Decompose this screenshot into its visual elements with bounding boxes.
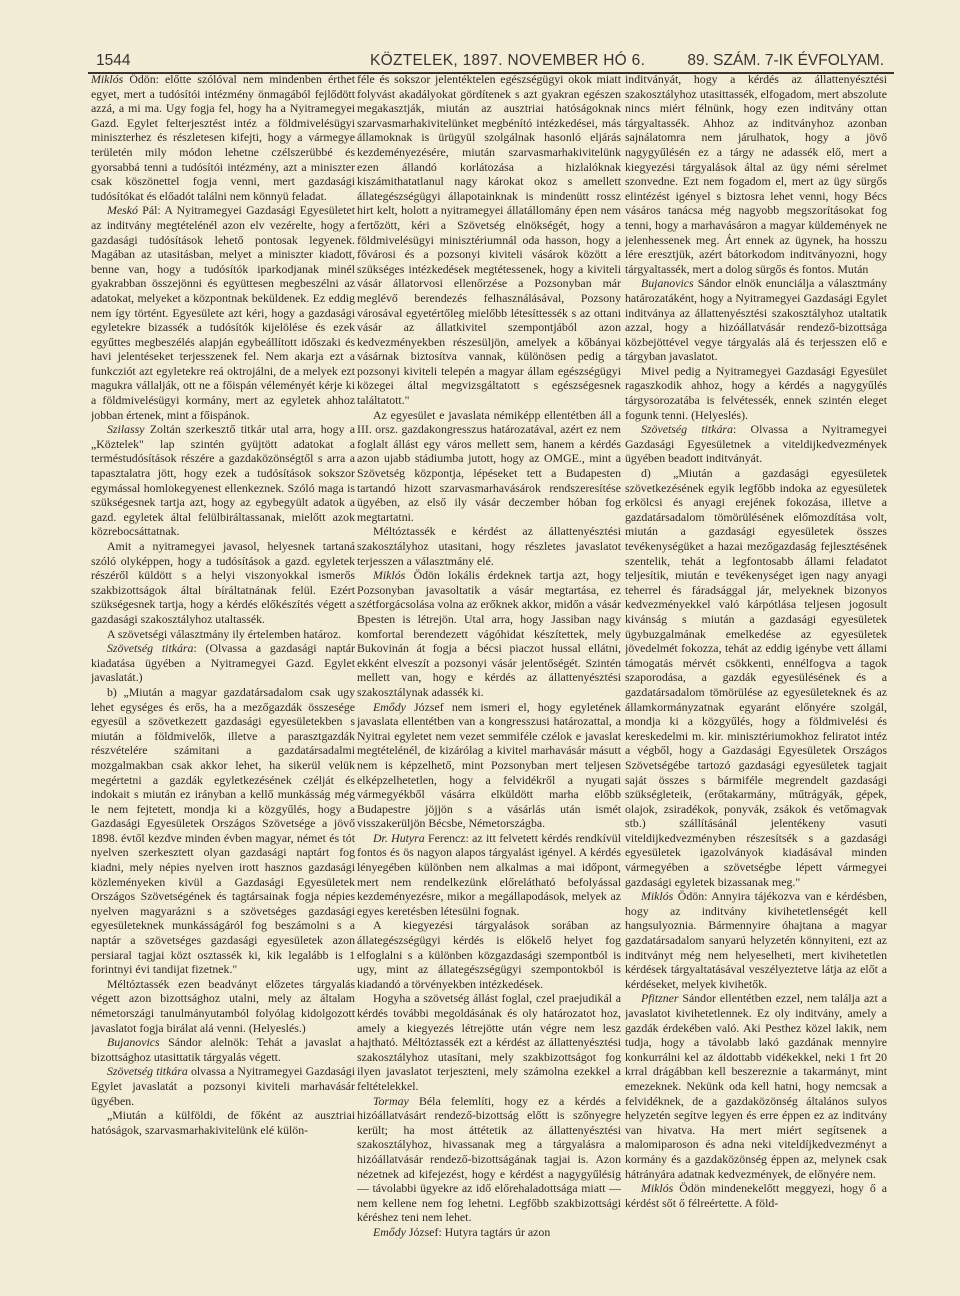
paragraph bbox=[625, 276, 887, 364]
paragraph bbox=[91, 641, 355, 685]
paragraph bbox=[625, 72, 887, 276]
paragraph-text: József: Hutyra tagtárs úr azon bbox=[405, 1224, 551, 1239]
speaker-name: Bujanovics bbox=[107, 1035, 160, 1050]
paragraph-text: Ödön mindenekelőtt meggyezi, hogy ő a kérdést sőt ő félreértette. A föld- bbox=[625, 1181, 887, 1210]
paragraph-text: : Olvassa a Nyitramegyei Gazdasági Egyesületnek a viteldijkedvezmények ügyében beadott inditványát. bbox=[625, 422, 887, 466]
paragraph bbox=[91, 539, 355, 627]
speaker-name: Emődy bbox=[373, 699, 406, 714]
paragraph bbox=[357, 831, 621, 919]
speaker-name: Emődy bbox=[373, 1224, 406, 1239]
speaker-name: Dr. Hutyra bbox=[373, 830, 425, 845]
speaker-name: Bujanovics bbox=[641, 276, 694, 291]
speaker-name: Miklós bbox=[91, 72, 124, 86]
paragraph bbox=[357, 72, 621, 408]
paragraph bbox=[91, 1108, 355, 1137]
paragraph bbox=[357, 524, 621, 568]
paragraph bbox=[357, 1225, 621, 1240]
speaker-name: Miklós bbox=[641, 1181, 674, 1196]
paragraph-text: Amit a nyitramegyei javasol, helyesnek tartaná szóló olyképpen, hogy a tudósítások a gazd. egyletek részéről küldött s a helyi viszonyokkal ismerős szakbizottságok által bíráltatnának felül. Ezért szükségesnek tartja, hogy a kérdés előkészítés végett a gazdasági szakosztályhoz utaltassék. bbox=[91, 539, 355, 626]
paragraph bbox=[625, 466, 887, 889]
paragraph-text: Zoltán szerkesztő titkár utal arra, hogy a „Köztelek" lap szintén gyüjtött adatokat a terméstudósítások részére a gazdaközönségtől s arra a tapasztalatra jött, hogy ezek a tudósítások sokszor egymással homlokegyenest ellenkeznek. Szóló maga is szükségesnek tartja azt, hogy az egybegyült adatok a gazd. egyletek által felülbiráltassanak, mielőtt azok közrebocsáttatnak. bbox=[91, 422, 355, 539]
paragraph-text: „Miután a külföldi, de főként az ausztriai hatóságok, szarvasmarhakivitelünk elé külön- bbox=[91, 1108, 355, 1137]
page-number: 1544 bbox=[96, 52, 131, 69]
speaker-name: Tormay bbox=[373, 1093, 409, 1108]
speaker-name: Miklós bbox=[373, 568, 406, 583]
paragraph bbox=[357, 918, 621, 991]
paragraph-text: A szövetségi választmány ily értelemben határoz. bbox=[107, 626, 342, 641]
paragraph bbox=[625, 422, 887, 466]
paragraph-text: Méltóztassék e kérdést az állattenyésztési szakosztályhoz utasitani, hogy részletes javaslatot terjesszen a választmány elé. bbox=[357, 524, 621, 568]
issue-number: 89. SZÁM. 7-IK ÉVFOLYAM. bbox=[687, 52, 884, 69]
paragraph bbox=[357, 408, 621, 525]
speaker-name: Meskó bbox=[107, 203, 138, 218]
paragraph-text: Hogyha a szövetség állást foglal, czel praejudikál a kérdés további megoldásának és oly határozatot hoz, amely a kiegyezés létrejötte után végre nem lesz hajtható. Méltóztassék ezt a kérdést az állattenyésztési szakosztályhoz utasítani, mely szakbizottságot fog ilyen javaslatot terjeszteni, mely számolna ezekkel a feltételekkel. bbox=[357, 991, 621, 1093]
paragraph-text: Sándor elnök enunciálja a választmány határozatáként, hogy a Nyitramegyei Gazdasági Egylet inditványa az állattenyésztési szakosztályhoz utaltatik azzal, hogy a hizóállatvásár rendező-bizottsága közbejöttével vegye tárgyalás alá és terjesszen elő e tárgyban javaslatot. bbox=[625, 276, 887, 364]
text-column-1 bbox=[91, 72, 355, 1252]
paragraph-text: Mivel pedig a Nyitramegyei Gazdasági Egyesület ragaszkodik ahhoz, hogy a kérdés a nagygyűlés tárgysorozatába is felvétessék, ennek szintén eleget fogunk tenni. (Helyeslés). bbox=[625, 363, 887, 422]
paragraph bbox=[625, 991, 887, 1181]
paragraph-text: féle és sokszor jelentéktelen egészségügyi okok miatt folyvást akadályokat gördítenek s azt gyakran egészen megakasztják, miután az ausztriai hatóságoknak szarvasmarhakivitelünket megbénító intézkedései, más államoknak is ürügyül szolgálnak hasonló eljárás kezdeményezésére, miután szarvasmarhakivitelünk ezen állandó korlátozása a hizlalóknak kiszámithatatlanul nagy károkat okoz s amellett állategészségügyi állapotainknak is mindenütt rossz hirt kelt, holott a nyitramegyei állatállomány épen nem fertőzött, kéri a Szövetség elnökségét, hogy a földmivelésügyi minisztériumnál oda hasson, hogy a fővárosi és a pozsonyi kiviteli vásárok között a szükséges intézkedések megtétessenek, hogy a kiviteli vásár állatorvosi ellenőrzése a Pozsonyban már meglévő berendezés felhasználásával, Pozsony városával egyetértőleg mielőbb létesíttessék s az ottani vásár az állatkivitel szempontjából azon kedvezményekben részesüljön, amelyek a kőbányai vásárnak biztosítva vannak, különösen pedig a pozsonyi kiviteli telepén a magyar állam egészségügyi közegei által megvizsgáltatott s egészségesnek találtatott." bbox=[357, 72, 621, 408]
paragraph-text: b) „Miután a magyar gazdatársadalom csak ugy lehet egységes és erős, ha a mezőgazdák összesége egyesül a szövetkezett gazdasági egyesületekben s miután a földmivelők, illetve a parasztgazdák részvételére számitani a gazdatársadalmi mozgalmakban csak akkor lehet, ha sikerül velük megértetni a gazdák egyletkezésének czélját és indokait s miután ez irányban a kellő munkásság még le nem fejtetett, mondja ki a közgyűlés, hogy a Gazdasági Egyesületek Országos Szövetsége a jövő 1898. évtől kezdve minden évben magyar, német és tót nyelven szerkesztett olyan gazdasági naptárt fog kiadni, mely népies nyelven irott hasznos gazdasági közleményeken kivül a Gazdasági Egyesületek Országos Szövetségének és tagtársainak fogja népies nyelven magyarázni s a szövetséges gazdasági egyesületeknek munkásságáról fog beszámolni s a naptár a szövetséges gazdasági egyesületek azon persiaral tagjai közt osztassék ki, kik legalább is 1 forintnyi évi tandijat fizetnek." bbox=[91, 684, 355, 977]
publication-title: KÖZTELEK, 1897. NOVEMBER HÓ 6. bbox=[370, 52, 646, 69]
paragraph-text: Sándor ellentétben ezzel, nem találja azt a javaslatot kivihetetlennek. Ez oly inditvány, amely a gazdák érdekében való. Aki Pesthez közel lakik, nem tudja, hogy a távolabb lakó gazdának mennyire konkurrálni kel az áldottabb vidékekkel, neki 1 frt 20 krral drágábban kell beszereznie a takarmányt, mint emezeknek. Nekünk oda kell hatni, hogy nemcsak a felvidéknek, de a gazdaközönség általános sulyos helyzetén segítve legyen és erre éppen ez az inditvány van hivatva. Ha mert miért segítsenek a malomiparoson és adna neki viteldíjkedvezményt a kormány és a gazdaközönség éppen az, melynek csak hátrányára adatnak kedvezmények, de előnyére nem. bbox=[625, 991, 887, 1181]
text-column-3 bbox=[625, 72, 887, 1252]
paragraph bbox=[91, 627, 355, 642]
paragraph-text: Ödön lokális érdeknek tartja azt, hogy Pozsonyban javasoltatik a vásár megtartása, ez szétforgácsolása volna az erőknek akkor, midőn a vásár Bpesten is létrejön. Utal arra, hogy Jassiban nagy komfortal berendezett vágóhidat készítettek, mely Bukovinán át fogja a bécsi piaczot hussal ellátni, ekként elveszít a pozsonyi vásár jelentőségét. Szintén mellett van, hogy e kérdés az állattenyésztési szakosztálynak adassék ki. bbox=[357, 568, 621, 699]
paragraph-text: olvassa a Nyitramegyei Gazdasági Egylet javaslatát a pozsonyi kiviteli marhavásár ügyében. bbox=[91, 1064, 355, 1108]
speaker-name: Miklós bbox=[641, 889, 674, 904]
paragraph bbox=[625, 364, 887, 422]
speaker-name: Szövetség titkára bbox=[641, 422, 733, 437]
paragraph bbox=[625, 1181, 887, 1210]
speaker-name: Szövetség titkára bbox=[107, 1064, 188, 1079]
paragraph-text: Méltóztassék ezen beadványt előzetes tárgyalás végett azon bizottsághoz utalni, mely az általam németországi tanulmányutamból folyólag kidolgozott javaslatot fogja birálat alá venni. (Helyeslés.) bbox=[91, 976, 355, 1035]
paragraph bbox=[91, 1035, 355, 1064]
paragraph-text: : (Olvassa a gazdasági naptár kiadatása ügyében a Nyitramegyei Gazd. Egylet javaslatát.) bbox=[91, 641, 355, 685]
speaker-name: Pfitzner bbox=[641, 991, 679, 1006]
paragraph bbox=[625, 889, 887, 991]
paragraph bbox=[91, 1064, 355, 1108]
text-column-2 bbox=[357, 72, 621, 1252]
page-header bbox=[88, 50, 894, 74]
paragraph-text: Pál: A Nyitramegyei Gazdasági Egyesületet az inditvány megtételénél azon elv vezérelte, hogy a gazdasági tudósítások lehető pontosak legyenek. Magában az utasitásban, melyet a miniszter kiadott, benne van, hogy a tudósítók iparkodjanak minél gyakrabban összejönni és együttesen megbeszélni az adatokat, melyeket a központnak beküldenek. Ez eddig nem így történt. Egyesülete azt kéri, hogy a gazdasági egyletekre bizassék a tudósítók kijelölése és ezek egyűttes megbeszélés alapján egybeállított időszaki és havi jelentéseket terjesszenek fel. Nem akarja ezt a funkcziót azt egyletekre reá oktrojálni, de a melyek ezt magukra vállalják, ott ne a főispán véleményét kérje ki a földmivelésügyi kormány, mert az egyletek ahhoz jobban értenek, mint a főispánok. bbox=[91, 203, 355, 422]
paragraph-text: Ödön: Annyira tájékozva van e kérdésben, hogy az inditvány kivihetetlenségét kell hangsulyoznia. Bármennyire óhajtana a magyar gazdatársadalom sanyarú helyzetén könnyiteni, ezt az inditványt még nem helyeselheti, mert kivihetetlen kérdések tárgyaltatásával veszélyeztetve látja az előt a kérdéseket, melyek kivihetők. bbox=[625, 889, 887, 991]
paragraph bbox=[91, 685, 355, 977]
paragraph-text: A kiegyezési tárgyalások sorában az állategészségügyi kérdés is előkelő helyet fog elfoglalni s a különben közgazdasági szempontból is ugy, mint az állategészségügyi szempontokból is kiadandó a törvényekben intézkedések. bbox=[357, 918, 621, 991]
paragraph-text: Sándor alelnök: Tehát a javaslat a bizottsághoz utasittatik tárgyalás végett. bbox=[91, 1035, 355, 1064]
paragraph bbox=[357, 700, 621, 831]
paragraph bbox=[91, 422, 355, 539]
paragraph-text: József nem ismeri el, hogy egyletének javaslata ellentétben van a kongresszusi határozattal, a Nyitrai egyletet nem vezet semmiféle czélok e javaslat megtételénél, de kizárólag a kivitel marhavásár másutt nem is képzelhető, mint Pozsonyban mert teljesen elképzelhetetlen, hogy a felvidékről a nyugati vármegyékből vásárra elküldött marha előbb Budapestre jöjjön s a vásárlás után ismét visszakerüljön Bécsbe, Németországba. bbox=[357, 699, 621, 831]
speaker-name: Szövetség titkára bbox=[107, 641, 194, 656]
paragraph-text: Béla felemlíti, hogy ez a kérdés a hizóállatvásárt rendező-bizottság előtt is szőnyegre került; ha most áttétetik az állattenyésztési szakosztályhoz, hivassanak meg a tárgyalásra a hizóállatvásár rendező-bizottságának tagjai is. Azon nézetnek ad kifejezést, hogy e kérdést a nagygyűlésig — távolabbi ügyekre az idő előrehaladottsága miatt — nem kellene nem fog lehetni. Legfőbb szakbizottsági kéréshez teni nem lehet. bbox=[357, 1093, 621, 1225]
paragraph bbox=[357, 568, 621, 699]
paragraph bbox=[357, 1094, 621, 1225]
paragraph-text: d) „Miután a gazdasági egyesületek szövetkezésének egyik legfőbb indoka az egyesületek erkölcsi és anyagi erejének fokozása, illetve a gazdatársadalom tömörülésének előmozdítása volt, miután a gazdasági egyesületek összes tevékenységüket a hazai mezőgazdaság fejlesztésének szentelik, tehát a legfontosabb állami feladatot teljesítik, miután e tevékenységet igen nagy anyagi teherrel és fáradsággal jár, melyeknek bizonyos kedvezményekkel való kárpótlása teljesen jogosult kivánság s miután a gazdasági egyesületek ügybuzgalmának emelkedése az egyesületek jövedelmét fokozza, tehát az eddig igénybe vett állami támogatás mérvét csökkenti, ennélfogva a tagok szaporodása, a gazdák egyesülésének és a gazdatársadalom tömörülése az egyesületeknek és az államkormányzatnak egyaránt előnyére szolgál, mondja ki a közgyűlés, hogy a földmivelési és kereskedelmi m. kir. minisztériumokhoz feliratot intéz a végből, hogy a Gazdasági Egyesületek Országos Szövetségébe tartozó gazdasági egyesületek tagjait saját összes s bármiféle megrendelt gazdasági szükségleteik, (erőtakarmány, műtrágyák, gépek, olajok, zsiradékok, ponyvák, zsákok és vetőmagvak stb.) szállításánál jelentékeny vasuti viteldijkedvezményben részesítsék s a gazdasági egyesületek igazolványok kiadásával minden vármegyében a szövetségbe lépett vármegyei gazdasági egyletek bizassanak meg." bbox=[625, 466, 887, 889]
paragraph bbox=[357, 991, 621, 1093]
paragraph-text: inditványát, hogy a kérdés az állattenyésztési szakosztályhoz utasittassék, elfogadom, mert abszolute nincs miért félnünk, hogy ezen inditvány ottan tárgyaltassék. Ahhoz az inditványhoz azonban sajnálatomra nem járulhatok, hogy a jövő nagygyűlésén ez a tárgy ne adassék elő, mert a kiegyezési tárgyalások által az ügy némi sérelmet szonvedne. Ezt nem fogadom el, mert az ügy sürgős elintézést igényel s biztosra lehet venni, hogy Bécs vásáros tanácsa még nagyobb megszorításokat fog tenni, hogy a marhavásáron a magyar küldemények ne jelenhessenek meg. Árt ennek az ügynek, ha hosszu lére eresztjük, azért bátorkodom inditványozni, hogy tárgyaltassék, mert a dolog sürgős és fontos. Mután bbox=[625, 72, 887, 276]
paragraph bbox=[91, 977, 355, 1035]
paragraph bbox=[91, 203, 355, 422]
paragraph-text: Ödön: előtte szólóval nem mindenben érthet egyet, mert a tudósítói intézmény önmagából fejlődött azzá, a mi ma. Ugy fogja fel, hogy ha a Nyitramegyei Gazd. Egylet felterjesztést intéz a földmivelésügyi miniszterhez és részletesen kifejti, hogy a vármegye területén mily módon lehetne czélszerübbé és gyorsabbá tenni a tudósítói intézmény, azt a miniszter csak köszönettel fogja venni, mert gazdasági tudósítókat és előadót találni nem könnyü feladat. bbox=[91, 72, 355, 203]
paragraph bbox=[91, 72, 355, 203]
paragraph-text: Ferencz: az itt felvetett kérdés rendkívül fontos és ös nagyon alapos tárgyalást igényel. A kérdés lényegében különben nem alkalmas a mai időpont, mert nem rendelkezünk előrelátható befolyással kezdeményezésre, mikor a megállapodások, melyek az egyes keretésben létesülni fognak. bbox=[357, 830, 621, 918]
speaker-name: Szilassy bbox=[107, 422, 145, 437]
paragraph-text: Az egyesület e javaslata némiképp ellentétben áll a III. orsz. gazdakongresszus határozatával, azért ez nem foglalt állást egy város mellett sem, hanem a kérdés azon ujabb stádiumba jutott, hogy az OMGE., mint a Szövetség központja, lépéseket tett a Budapesten tartandó hizott szarvasmarhavásárok rendszeresítése ügyében, az első ily vásár deczember hóban fog megtartatni. bbox=[357, 407, 621, 524]
